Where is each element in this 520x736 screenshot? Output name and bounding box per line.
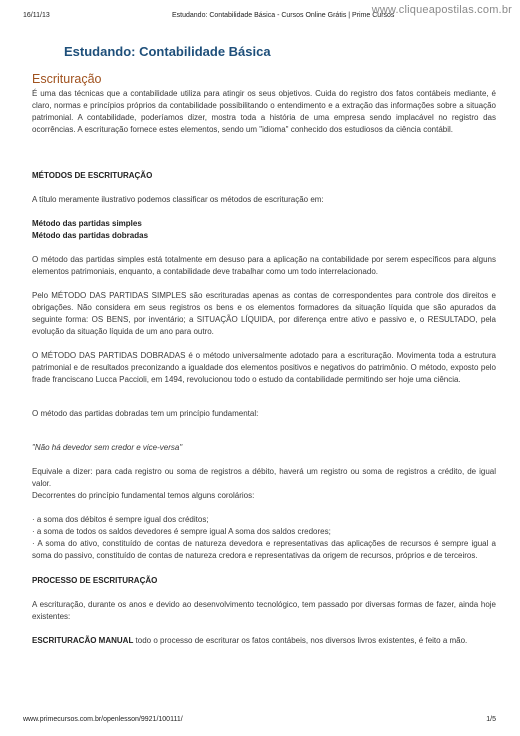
page-number: 1/5	[486, 716, 496, 723]
page-title: Estudando: Contabilidade Básica	[64, 44, 271, 59]
section-title: Escrituração	[32, 72, 102, 86]
quote: "Não há devedor sem credor e vice-versa"	[32, 443, 183, 452]
article-body	[32, 72, 496, 647]
metodo-dobradas-label: Método das partidas dobradas	[32, 231, 149, 240]
corolario-item: · A soma do ativo, constituído de contas de natureza devedora e representativas das aplicações de recursos é sempre igual a soma do passivo, constituído de contas de natureza credora e representativas da origem de recursos, próprios e de terceiros.	[32, 539, 496, 560]
paragraph-principio: O método das partidas dobradas tem um princípio fundamental:	[32, 409, 259, 418]
paragraph-decorrentes: Decorrentes do princípio fundamental temos alguns corolários:	[32, 491, 255, 500]
metodo-simples-label: Método das partidas simples	[32, 219, 142, 228]
print-date: 16/11/13	[23, 12, 50, 19]
corolario-item: · a soma de todos os saldos devedores é sempre igual A soma dos saldos credores;	[32, 527, 331, 536]
paragraph-simples-detalhe: Pelo MÉTODO DAS PARTIDAS SIMPLES são escrituradas apenas as contas de correspondentes para controle dos direitos e obrigações. Não considera em seus registros os bens e os elementos formadores da situação líquida que são apurados da seguinte forma: OS BENS, por inventário; a SITUAÇÃO LÍQUIDA, por diferença entre ativo e passivo e, o RESULTADO, pela evolução da situação líquida de um ano para outro.	[32, 291, 496, 336]
paragraph-simples-desuso: O método das partidas simples está totalmente em desuso para a aplicação na contabilidade por serem específicos para alguns elementos patrimoniais, enquanto, a contabilidade deve trabalhar como um todo interrelacionado.	[32, 255, 496, 276]
print-url: www.primecursos.com.br/openlesson/9921/100111/	[23, 716, 183, 723]
print-page-title: Estudando: Contabilidade Básica - Cursos Online Grátis | Prime Cursos	[172, 12, 395, 19]
watermark: www.cliqueapostilas.com.br	[371, 4, 512, 16]
intro-paragraph: É uma das técnicas que a contabilidade utiliza para atingir os seus objetivos. Cuida do registro dos fatos contábeis mediante, é claro, normas e princípios próprios da contabilidade possibilitando o entendimento e a extração das informações sobre a situação patrimonial. A contabilidade, poderíamos dizer, mostra toda a história de uma empresa sendo implacável no registro das ocorrências. A escrituração fornece estes elementos, sendo um "idioma" conhecido dos estudiosos da ciência contábil.	[32, 89, 496, 134]
processo-heading: PROCESSO DE ESCRITURAÇÃO	[32, 576, 158, 585]
metodos-heading: MÉTODOS DE ESCRITURAÇÃO	[32, 171, 153, 180]
paragraph-equivale: Equivale a dizer: para cada registro ou soma de registros a débito, haverá um registro ou soma de registros a crédito, de igual valor.	[32, 467, 496, 488]
paragraph-dobradas: O MÉTODO DAS PARTIDAS DOBRADAS é o método universalmente adotado para a escrituração. Movimenta toda a estrutura patrimonial e de resultados preconizando a igualdade dos elementos positivos e negativos do patrimônio. O método, exposto pelo frade franciscano Lucca Paccioli, em 1494, revolucionou todo o estudo da contabilidade permitindo ser hoje uma ciência.	[32, 351, 496, 384]
manual-label: ESCRITURACÃO MANUAL	[32, 636, 134, 645]
paragraph-processo: A escrituração, durante os anos e devido ao desenvolvimento tecnológico, tem passado por diversas formas de fazer, ainda hoje existentes:	[32, 600, 496, 621]
corolario-item: · a soma dos débitos é sempre igual dos créditos;	[32, 515, 209, 524]
paragraph-manual	[32, 635, 496, 647]
manual-text: todo o processo de escriturar os fatos contábeis, nos diversos livros existentes, é feito a mão.	[133, 636, 468, 645]
metodos-intro: A título meramente ilustrativo podemos classificar os métodos de escrituração em:	[32, 195, 324, 204]
